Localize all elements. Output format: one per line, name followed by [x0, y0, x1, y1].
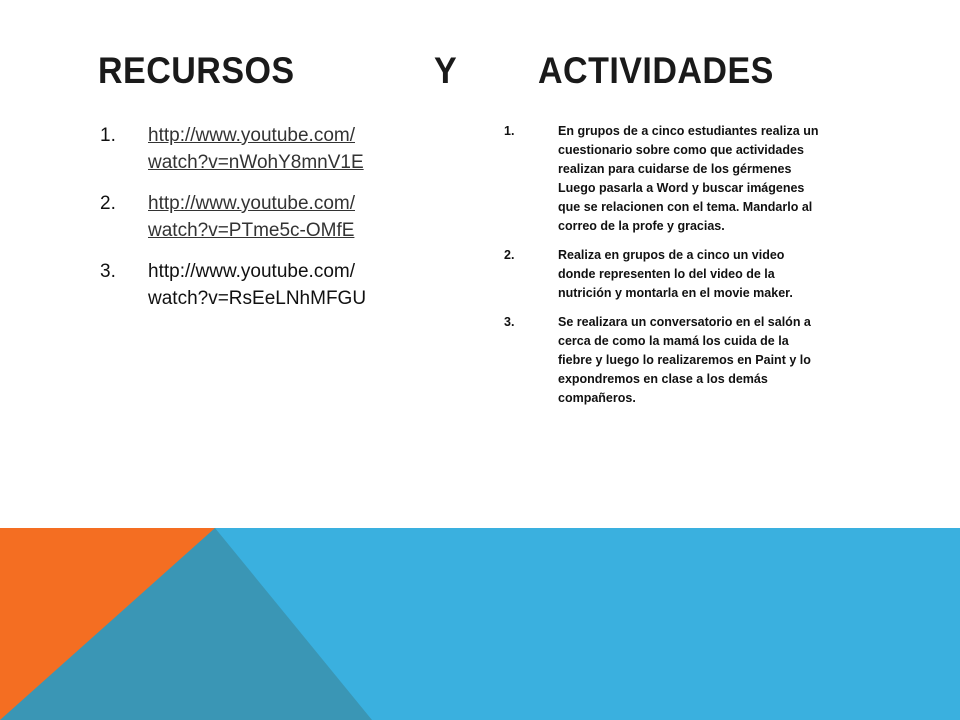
decorative-band [0, 528, 960, 720]
title-word-actividades: ACTIVIDADES [538, 50, 774, 91]
resource-link-line2[interactable]: watch?v=PTme5c-OMfE [148, 220, 355, 241]
resource-number: 1. [100, 125, 116, 146]
resource-link-2[interactable] [148, 193, 355, 241]
activity-text: Realiza en grupos de a cinco un video donde representen lo del video de la nutrición y montarla en el movie maker. [558, 248, 793, 300]
activity-text: Se realizara un conversatorio en el salón a cerca de como la mamá los cuida de la fiebre y luego lo realizaremos en Paint y lo expondremos en clase a los demás compañeros. [558, 315, 811, 405]
resource-link-1[interactable] [148, 125, 364, 173]
resource-item-2 [100, 190, 430, 244]
resource-link-line1[interactable]: http://www.youtube.com/ [148, 125, 355, 146]
resource-text-line2: watch?v=RsEeLNhMFGU [148, 288, 367, 309]
resource-text-line1: http://www.youtube.com/ [148, 261, 355, 282]
title-word-y: Y [434, 50, 458, 91]
resources-list [100, 122, 430, 326]
activity-item-1 [504, 122, 824, 236]
activity-text: En grupos de a cinco estudiantes realiza un cuestionario sobre como que actividades realizan para cuidarse de los gérmenes Luego pasarla a Word y buscar imágenes que se relacionen con el tema. Mandarlo al correo de la profe y gracias. [558, 124, 819, 233]
activities-list [504, 122, 824, 418]
activity-number: 3. [504, 315, 515, 329]
resource-item-3 [100, 258, 430, 312]
resource-number: 2. [100, 193, 116, 214]
resource-item-1 [100, 122, 430, 176]
activity-number: 1. [504, 124, 515, 138]
resource-number: 3. [100, 261, 116, 282]
resource-link-line1[interactable]: http://www.youtube.com/ [148, 193, 355, 214]
resource-text-3 [148, 261, 366, 309]
title-word-recursos: RECURSOS [98, 50, 295, 91]
activity-item-3 [504, 313, 824, 408]
activity-item-2 [504, 246, 824, 303]
resource-link-line2[interactable]: watch?v=nWohY8mnV1E [148, 152, 364, 173]
slide-title [98, 50, 774, 100]
activity-number: 2. [504, 248, 515, 262]
